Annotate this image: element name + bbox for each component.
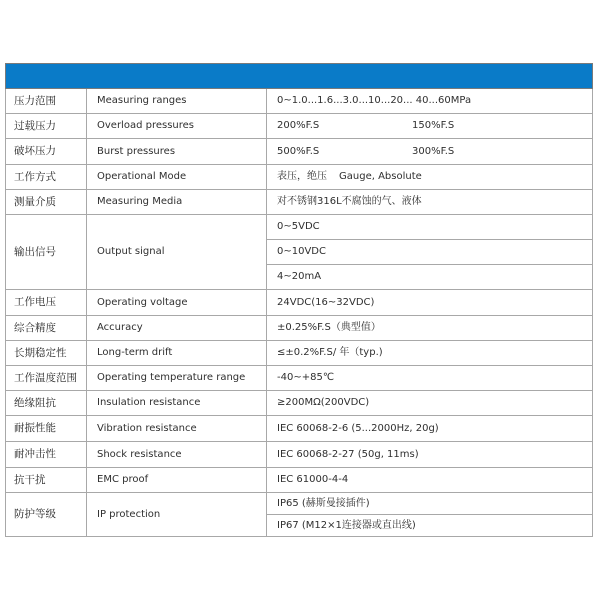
param-value: 0~10VDC — [267, 240, 593, 265]
param-value: ≥200MΩ(200VDC) — [267, 391, 593, 416]
param-cn: 工作温度范围 — [6, 366, 87, 391]
value-primary: 表压，绝压 — [277, 171, 327, 182]
param-value: -40~+85℃ — [267, 366, 593, 391]
param-value: 24VDC(16~32VDC) — [267, 290, 593, 316]
param-value: IP67 (M12×1连接器或直出线) — [267, 515, 593, 537]
table-row — [6, 165, 593, 190]
table-row — [6, 114, 593, 139]
table-row — [6, 139, 593, 165]
spec-table — [5, 63, 593, 537]
value-secondary: 150%F.S — [412, 120, 455, 131]
table-row — [6, 89, 593, 114]
param-en: Long-term drift — [87, 341, 267, 366]
param-cn: 破坏压力 — [6, 139, 87, 165]
table-row — [6, 290, 593, 316]
param-cn: 输出信号 — [6, 215, 87, 290]
param-value — [267, 114, 593, 139]
value-secondary: Gauge, Absolute — [339, 171, 422, 182]
table-row — [6, 442, 593, 468]
param-value: 0~1.0...1.6...3.0...10...20... 40...60MPa — [267, 89, 593, 114]
value-primary: 500%F.S — [277, 145, 320, 157]
param-cn: 绝缘阻抗 — [6, 391, 87, 416]
param-cn: 耐振性能 — [6, 416, 87, 442]
param-cn: 耐冲击性 — [6, 442, 87, 468]
table-row — [6, 468, 593, 493]
param-en: Measuring Media — [87, 190, 267, 215]
param-en: IP protection — [87, 493, 267, 537]
param-en: Operating voltage — [87, 290, 267, 316]
param-en: Overload pressures — [87, 114, 267, 139]
table-row — [6, 190, 593, 215]
table-row — [6, 391, 593, 416]
param-value: IEC 60068-2-6 (5...2000Hz, 20g) — [267, 416, 593, 442]
param-cn: 过载压力 — [6, 114, 87, 139]
param-cn: 工作方式 — [6, 165, 87, 190]
param-value: 对不锈钢316L不腐蚀的气、液体 — [267, 190, 593, 215]
param-value: IEC 61000-4-4 — [267, 468, 593, 493]
param-cn: 测量介质 — [6, 190, 87, 215]
param-value — [267, 165, 593, 190]
param-en: EMC proof — [87, 468, 267, 493]
param-value: ±0.25%F.S（典型值） — [267, 316, 593, 341]
param-cn: 防护等级 — [6, 493, 87, 537]
param-en: Measuring ranges — [87, 89, 267, 114]
table-row — [6, 366, 593, 391]
table-header-bar — [6, 64, 593, 89]
param-en: Shock resistance — [87, 442, 267, 468]
table-row — [6, 316, 593, 341]
param-cn: 工作电压 — [6, 290, 87, 316]
table-row — [6, 493, 593, 515]
table-row — [6, 215, 593, 240]
param-en: Operational Mode — [87, 165, 267, 190]
param-value: 0~5VDC — [267, 215, 593, 240]
param-en: Burst pressures — [87, 139, 267, 165]
param-cn: 综合精度 — [6, 316, 87, 341]
param-en: Vibration resistance — [87, 416, 267, 442]
table-row — [6, 416, 593, 442]
param-value: IEC 60068-2-27 (50g, 11ms) — [267, 442, 593, 468]
param-cn: 长期稳定性 — [6, 341, 87, 366]
param-value: ≤±0.2%F.S/ 年（typ.) — [267, 341, 593, 366]
param-value: 4~20mA — [267, 265, 593, 290]
header-cell — [6, 64, 593, 89]
param-value — [267, 139, 593, 165]
param-cn: 压力范围 — [6, 89, 87, 114]
value-secondary: 300%F.S — [412, 145, 455, 157]
value-primary: 200%F.S — [277, 120, 320, 131]
param-value: IP65 (赫斯曼接插件) — [267, 493, 593, 515]
param-en: Insulation resistance — [87, 391, 267, 416]
table-row — [6, 341, 593, 366]
param-en: Accuracy — [87, 316, 267, 341]
param-cn: 抗干扰 — [6, 468, 87, 493]
param-en: Output signal — [87, 215, 267, 290]
param-en: Operating temperature range — [87, 366, 267, 391]
